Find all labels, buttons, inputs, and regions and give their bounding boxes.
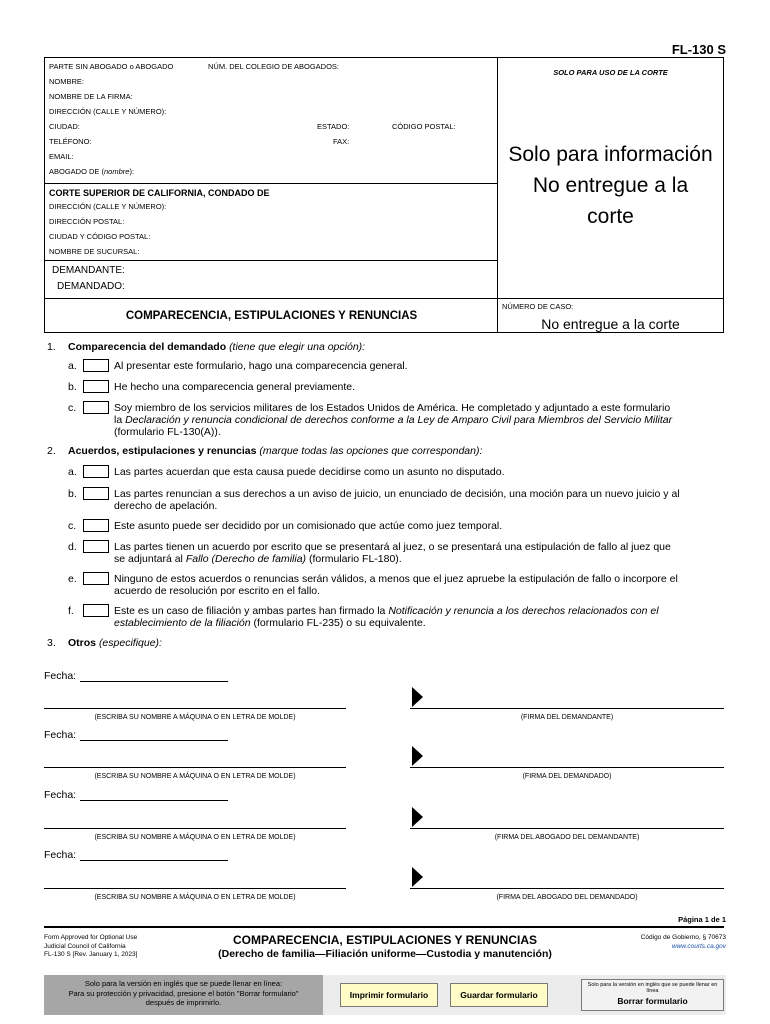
section-2-number: 2.: [47, 445, 56, 457]
date-label-1: Fecha:: [44, 670, 77, 682]
signature-arrow-icon: [412, 867, 423, 887]
item-2e-letter: e.: [68, 573, 77, 585]
court-use-box: [498, 58, 723, 299]
footer-title: COMPARECENCIA, ESTIPULACIONES Y RENUNCIAS: [232, 933, 538, 947]
section-3-heading: Otros (especifique):: [68, 637, 162, 649]
date-field-2[interactable]: [80, 740, 228, 741]
name-line-2[interactable]: [44, 767, 346, 768]
attorney-street-label: DIRECCIÓN (CALLE Y NÚMERO):: [49, 107, 167, 116]
save-form-button[interactable]: Guardar formulario: [450, 983, 548, 1007]
court-branch-label: NOMBRE DE SUCURSAL:: [49, 247, 140, 256]
name-line-1[interactable]: [44, 708, 346, 709]
item-2b-letter: b.: [68, 488, 77, 500]
attorney-email-label: EMAIL:: [49, 152, 74, 161]
checkbox-1a[interactable]: [83, 359, 109, 372]
item-2f-letter: f.: [68, 605, 74, 617]
name-caption-1: (ESCRIBA SU NOMBRE A MÁQUINA O EN LETRA DE MOLDE): [94, 714, 296, 721]
item-2a-letter: a.: [68, 466, 77, 478]
toolbar-note: Solo para la versión en inglés que se puede llenar en línea: Para su protección y privacidad, presione el botón "Borrar formulario" después de imprimirlo.: [44, 975, 323, 1015]
signature-arrow-icon: [412, 746, 423, 766]
section-1-number: 1.: [47, 341, 56, 353]
signature-caption-3: (FIRMA DEL ABOGADO DEL DEMANDANTE): [494, 834, 640, 841]
bar-number-label: NÚM. DEL COLEGIO DE ABOGADOS:: [208, 62, 340, 71]
attorney-block: [45, 58, 498, 184]
checkbox-2b[interactable]: [83, 487, 109, 500]
item-2f-text: Este es un caso de filiación y ambas partes han firmado la Notificación y renuncia a los derechos relacionados con el establecimiento de la filiación (formulario FL-235) o su equivalente.: [114, 605, 659, 629]
title-cell: [45, 299, 498, 332]
item-2b-text: Las partes renuncian a sus derechos a un aviso de juicio, un enunciado de decisión, una moción para un nuevo juicio y al derecho de apelación.: [114, 488, 680, 512]
item-1a-text: Al presentar este formulario, hago una comparecencia general.: [114, 360, 408, 372]
watermark-line-1: Solo para información: [508, 143, 713, 166]
item-1c-text: Soy miembro de los servicios militares de los Estados Unidos de América. He completado y adjuntado a este formulario la Declaración y renuncia condicional de derechos conforme a la Ley de Amparo Civil para Miembros del Servicio Militar (formulario FL-130(A)).: [114, 402, 673, 438]
print-form-button[interactable]: Imprimir formulario: [340, 983, 438, 1007]
petitioner-label: DEMANDANTE:: [52, 265, 125, 276]
attorney-name-label: NOMBRE:: [49, 77, 85, 86]
name-line-3[interactable]: [44, 828, 346, 829]
signature-line-2[interactable]: [410, 767, 724, 768]
footer-form-info: Form Approved for Optional Use Judicial Council of California FL-130 S [Rev. January 1, 2023]: [44, 934, 138, 958]
court-block: [45, 184, 498, 261]
checkbox-2a[interactable]: [83, 465, 109, 478]
item-1b-text: He hecho una comparecencia general previamente.: [114, 381, 356, 393]
signature-line-4[interactable]: [410, 888, 724, 889]
item-2d-letter: d.: [68, 541, 77, 553]
footer-code: Código de Gobierno, § 70673 www.courts.ca.gov: [640, 934, 726, 950]
footer-divider: [44, 926, 724, 928]
section-1-heading: Comparecencia del demandado (tiene que elegir una opción):: [68, 341, 366, 353]
checkbox-2f[interactable]: [83, 604, 109, 617]
page-number: Página 1 de 1: [678, 915, 726, 924]
item-2a-text: Las partes acuerdan que esta causa puede decidirse como un asunto no disputado.: [114, 466, 505, 478]
court-mailing-label: DIRECCIÓN POSTAL:: [49, 217, 125, 226]
footer-subtitle: (Derecho de familia—Filiación uniforme—Custodia y manutención): [218, 948, 552, 960]
item-2c-text: Este asunto puede ser decidido por un comisionado que actúe como juez temporal.: [114, 520, 503, 532]
court-title: CORTE SUPERIOR DE CALIFORNIA, CONDADO DE: [49, 188, 270, 198]
court-use-label: SOLO PARA USO DE LA CORTE: [553, 68, 668, 77]
case-number-label: NÚMERO DE CASO:: [502, 302, 574, 311]
attorney-zip-label: CÓDIGO POSTAL:: [392, 122, 456, 131]
attorney-phone-label: TELÉFONO:: [49, 137, 92, 146]
courts-website-link[interactable]: www.courts.ca.gov: [671, 942, 726, 950]
name-caption-2: (ESCRIBA SU NOMBRE A MÁQUINA O EN LETRA DE MOLDE): [94, 773, 296, 780]
court-city-zip-label: CIUDAD Y CÓDIGO POSTAL:: [49, 232, 151, 241]
respondent-label: DEMANDADO:: [57, 281, 125, 292]
date-field-4[interactable]: [80, 860, 228, 861]
signature-caption-1: (FIRMA DEL DEMANDANTE): [520, 714, 614, 721]
date-field-1[interactable]: [80, 681, 228, 682]
item-1c-letter: c.: [68, 402, 77, 414]
date-field-3[interactable]: [80, 800, 228, 801]
item-2d-text: Las partes tienen un acuerdo por escrito que se presentará al juez, o se presentará una estipulación de fallo al juez que se adjuntará al Fallo (Derecho de familia) (formulario FL-180).: [114, 541, 671, 565]
checkbox-2e[interactable]: [83, 572, 109, 585]
name-line-4[interactable]: [44, 888, 346, 889]
signature-arrow-icon: [412, 687, 423, 707]
signature-line-3[interactable]: [410, 828, 724, 829]
firm-name-label: NOMBRE DE LA FIRMA:: [49, 92, 133, 101]
attorney-fax-label: FAX:: [333, 137, 350, 146]
form-number: FL-130 S: [671, 42, 726, 57]
checkbox-1c[interactable]: [83, 401, 109, 414]
document-title: COMPARECENCIA, ESTIPULACIONES Y RENUNCIAS: [125, 310, 418, 322]
date-label-4: Fecha:: [44, 849, 77, 861]
case-number-cell: [498, 299, 723, 332]
court-street-label: DIRECCIÓN (CALLE Y NÚMERO):: [49, 202, 167, 211]
parties-block: [45, 261, 498, 299]
signature-caption-2: (FIRMA DEL DEMANDADO): [522, 773, 612, 780]
section-2-heading: Acuerdos, estipulaciones y renuncias (marque todas las opciones que correspondan):: [68, 445, 483, 457]
clear-form-button[interactable]: Solo para la versión en inglés que se puede llenar en línea Borrar formulario: [581, 979, 724, 1011]
signature-arrow-icon: [412, 807, 423, 827]
attorney-for-label: ABOGADO DE (nombre):: [49, 167, 135, 176]
checkbox-2c[interactable]: [83, 519, 109, 532]
checkbox-1b[interactable]: [83, 380, 109, 393]
watermark-line-2: No entregue a la: [532, 174, 689, 197]
section-3-number: 3.: [47, 637, 56, 649]
case-number-value: No entregue a la corte: [541, 316, 680, 332]
item-1b-letter: b.: [68, 381, 77, 393]
signature-caption-4: (FIRMA DEL ABOGADO DEL DEMANDADO): [496, 894, 638, 901]
item-1a-letter: a.: [68, 360, 77, 372]
signature-line-1[interactable]: [410, 708, 724, 709]
caption-header: [44, 57, 724, 333]
form-toolbar: [44, 975, 726, 1015]
item-2c-letter: c.: [68, 520, 77, 532]
party-without-attorney-label: PARTE SIN ABOGADO o ABOGADO: [49, 62, 174, 71]
name-caption-4: (ESCRIBA SU NOMBRE A MÁQUINA O EN LETRA DE MOLDE): [94, 894, 296, 901]
attorney-city-label: CIUDAD:: [49, 122, 80, 131]
item-2e-text: Ninguno de estos acuerdos o renuncias serán válidos, a menos que el juez apruebe la estipulación de fallo o incorpore el acuerdo de resolución por escrito en el fallo.: [114, 573, 678, 597]
caption-right-column: [498, 58, 723, 332]
attorney-state-label: ESTADO:: [317, 122, 350, 131]
date-label-3: Fecha:: [44, 789, 77, 801]
checkbox-2d[interactable]: [83, 540, 109, 553]
watermark-line-3: corte: [587, 205, 634, 228]
date-label-2: Fecha:: [44, 729, 77, 741]
caption-left-column: [45, 58, 498, 332]
name-caption-3: (ESCRIBA SU NOMBRE A MÁQUINA O EN LETRA DE MOLDE): [94, 834, 296, 841]
